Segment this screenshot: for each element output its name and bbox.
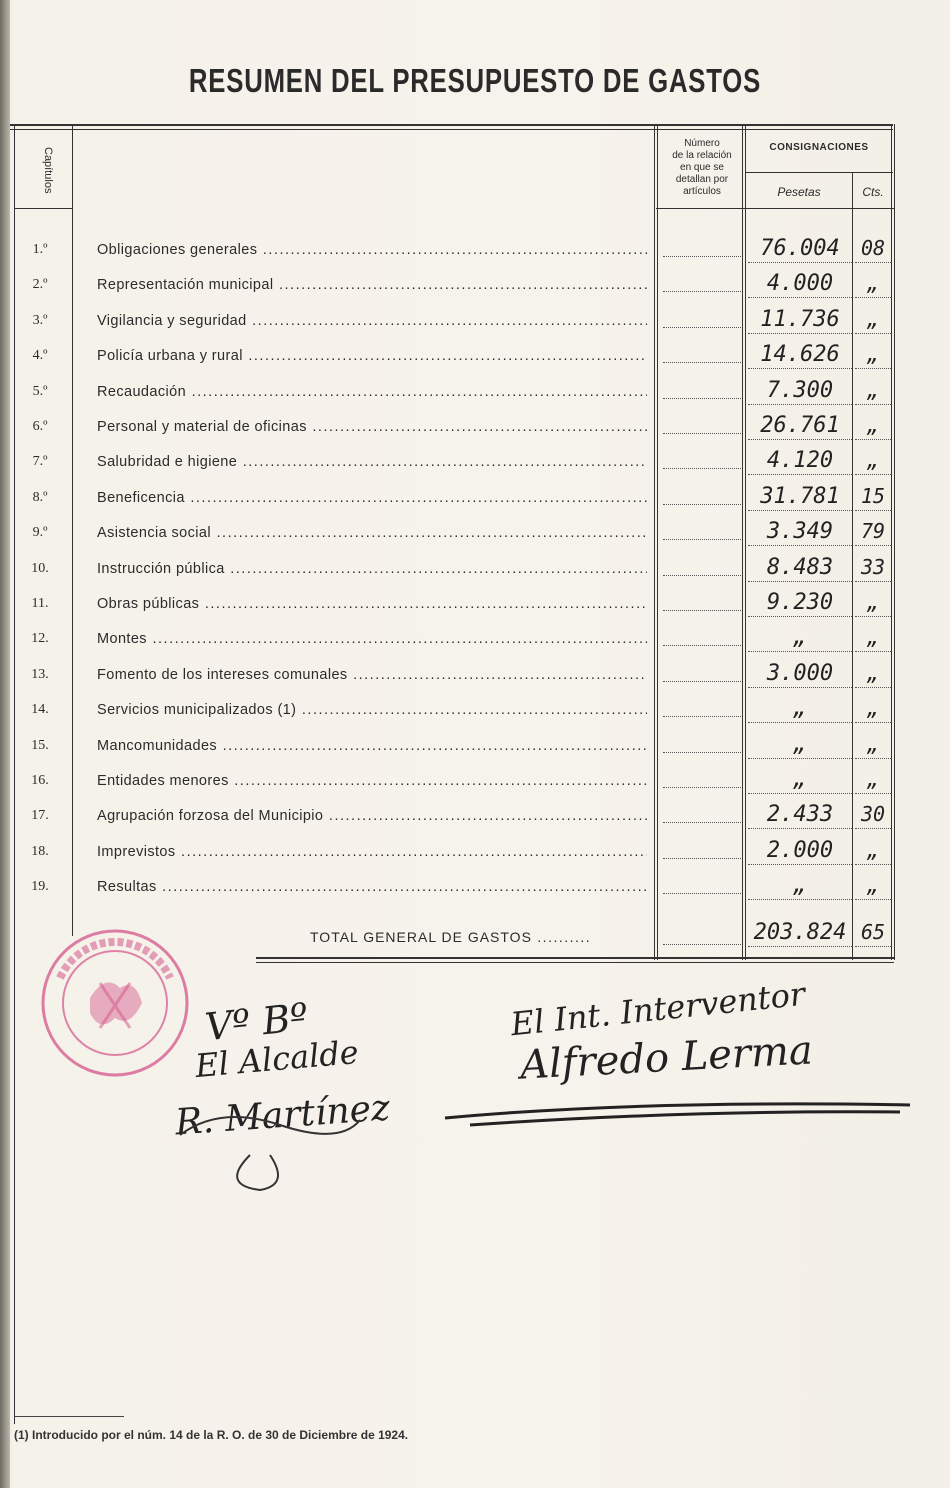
table-row (0, 484, 950, 514)
row-number: 18. (31, 844, 49, 859)
row-cts: „ (855, 625, 891, 652)
row-label: Obras públicas ..... (97, 596, 647, 612)
row-label: Mancomunidades ..... (97, 738, 647, 754)
table-row (0, 661, 950, 691)
cts-header: Cts. (862, 185, 884, 199)
row-pesetas: 76.004 (748, 236, 852, 263)
row-label: Vigilancia y seguridad ..... (97, 313, 647, 329)
row-label: Montes ..... (97, 631, 647, 647)
row-pesetas: 4.120 (748, 448, 852, 475)
row-number: 12. (31, 631, 49, 646)
row-label: Recaudación ..... (97, 384, 647, 400)
row-label: Personal y material de oficinas ..... (97, 419, 647, 435)
interventor-title: El Int. Interventor (508, 974, 807, 1044)
row-label: Agrupación forzosa del Municipio ..... (97, 808, 647, 824)
row-label: Entidades menores ..... (97, 773, 647, 789)
row-cts: „ (855, 732, 891, 759)
total-relacion-dots (663, 944, 741, 945)
row-label: Instrucción pública ..... (97, 561, 647, 577)
consignaciones-divider (745, 172, 893, 173)
row-pesetas: 4.000 (748, 271, 852, 298)
numero-relacion-line: de la relación (672, 150, 732, 161)
row-pesetas: „ (748, 696, 852, 723)
table-row (0, 378, 950, 408)
interventor-signature-underline (440, 1060, 920, 1130)
row-cts: „ (855, 873, 891, 900)
row-cts: „ (855, 767, 891, 794)
pesetas-header: Pesetas (777, 185, 821, 199)
row-pesetas: 2.000 (748, 838, 852, 865)
row-pesetas: „ (748, 625, 852, 652)
row-number: 10. (31, 561, 49, 576)
row-pesetas: „ (748, 767, 852, 794)
row-relacion-dots (663, 681, 741, 682)
row-cts: „ (855, 448, 891, 475)
row-relacion-dots (663, 291, 741, 292)
table-row (0, 519, 950, 549)
row-label: Fomento de los intereses comunales ..... (97, 667, 647, 683)
row-relacion-dots (663, 787, 741, 788)
row-relacion-dots (663, 610, 741, 611)
row-pesetas: 9.230 (748, 590, 852, 617)
page-title: RESUMEN DEL PRESUPUESTO DE GASTOS (188, 62, 762, 99)
row-cts: 33 (855, 555, 891, 582)
row-relacion-dots (663, 858, 741, 859)
total-pesetas: 203.824 (748, 920, 852, 947)
row-cts: „ (855, 307, 891, 334)
table-row (0, 696, 950, 726)
row-pesetas: 14.626 (748, 342, 852, 369)
table-row (0, 590, 950, 620)
row-number: 11. (31, 596, 49, 611)
numero-relacion-line: en que se (680, 162, 724, 173)
table-row (0, 307, 950, 337)
row-label: Obligaciones generales ..... (97, 242, 647, 258)
numero-relacion-header (656, 138, 748, 198)
row-cts: „ (855, 696, 891, 723)
table-top-border-inner (10, 129, 893, 130)
table-row (0, 555, 950, 585)
numero-relacion-line: detallan por (675, 174, 729, 185)
consignaciones-header: CONSIGNACIONES (769, 142, 869, 153)
row-number: 15. (31, 738, 49, 753)
row-pesetas: 26.761 (748, 413, 852, 440)
table-top-border (10, 124, 893, 126)
row-number: 19. (31, 879, 49, 894)
row-pesetas: 3.349 (748, 519, 852, 546)
table-row (0, 236, 950, 266)
table-row (0, 873, 950, 903)
table-row (0, 413, 950, 443)
row-number: 17. (31, 808, 49, 823)
row-relacion-dots (663, 645, 741, 646)
row-number: 5.º (32, 384, 48, 399)
row-relacion-dots (663, 539, 741, 540)
row-label: Resultas ..... (97, 879, 647, 895)
total-label: TOTAL GENERAL DE GASTOS ..... (310, 929, 591, 945)
table-row (0, 271, 950, 301)
row-pesetas: „ (748, 732, 852, 759)
row-label: Asistencia social ..... (97, 525, 647, 541)
table-row (0, 838, 950, 868)
municipal-seal-stamp (30, 918, 200, 1088)
capitulos-header: Capítulos (42, 146, 54, 194)
table-bottom-border (256, 957, 894, 959)
row-cts: 08 (855, 236, 891, 263)
row-cts: „ (855, 413, 891, 440)
row-number: 1.º (32, 242, 48, 257)
row-cts: 30 (855, 802, 891, 829)
row-number: 8.º (32, 490, 48, 505)
table-row (0, 448, 950, 478)
row-cts: „ (855, 661, 891, 688)
row-pesetas: 31.781 (748, 484, 852, 511)
row-relacion-dots (663, 468, 741, 469)
columns-header-divider (656, 208, 894, 209)
row-relacion-dots (663, 398, 741, 399)
table-row (0, 802, 950, 832)
row-number: 4.º (32, 348, 48, 363)
visto-bueno-text: Vº Bº (202, 994, 311, 1050)
row-label: Representación municipal ..... (97, 277, 647, 293)
row-cts: „ (855, 342, 891, 369)
row-label: Salubridad e higiene ..... (97, 454, 647, 470)
row-label: Servicios municipalizados (1) ..... (97, 702, 647, 718)
row-relacion-dots (663, 893, 741, 894)
row-pesetas: 8.483 (748, 555, 852, 582)
footnote-separator (14, 1416, 124, 1417)
table-bottom-border-inner (256, 962, 894, 963)
row-relacion-dots (663, 327, 741, 328)
footnote: (1) Introducido por el núm. 14 de la R. O. de 30 de Diciembre de 1924. (14, 1428, 409, 1442)
row-number: 6.º (32, 419, 48, 434)
interventor-signature: Alfredo Lerma (518, 1027, 814, 1089)
row-number: 3.º (32, 313, 48, 328)
alcalde-signature-flourish (160, 1085, 380, 1195)
numero-relacion-line: Número (684, 138, 720, 149)
row-relacion-dots (663, 716, 741, 717)
row-label: Imprevistos ..... (97, 844, 647, 860)
numero-relacion-line: artículos (683, 186, 721, 197)
table-row (0, 732, 950, 762)
row-number: 9.º (32, 525, 48, 540)
row-cts: „ (855, 271, 891, 298)
row-relacion-dots (663, 256, 741, 257)
row-cts: „ (855, 378, 891, 405)
row-pesetas: 3.000 (748, 661, 852, 688)
row-cts: 15 (855, 484, 891, 511)
row-number: 7.º (32, 454, 48, 469)
row-pesetas: 7.300 (748, 378, 852, 405)
row-number: 14. (31, 702, 49, 717)
total-cts: 65 (855, 920, 891, 947)
alcalde-text: El Alcalde (193, 1032, 361, 1086)
row-number: 13. (31, 667, 49, 682)
row-number: 2.º (32, 277, 48, 292)
table-row (0, 342, 950, 372)
capitulos-header-divider (14, 208, 72, 209)
row-label: Beneficencia ..... (97, 490, 647, 506)
row-relacion-dots (663, 822, 741, 823)
row-relacion-dots (663, 752, 741, 753)
row-cts: „ (855, 838, 891, 865)
table-row (0, 625, 950, 655)
row-relacion-dots (663, 362, 741, 363)
row-label: Policía urbana y rural ..... (97, 348, 647, 364)
row-cts: 79 (855, 519, 891, 546)
row-number: 16. (31, 773, 49, 788)
alcalde-signature: R. Martínez (173, 1087, 392, 1144)
row-cts: „ (855, 590, 891, 617)
row-relacion-dots (663, 433, 741, 434)
row-pesetas: „ (748, 873, 852, 900)
table-row (0, 767, 950, 797)
row-pesetas: 11.736 (748, 307, 852, 334)
row-relacion-dots (663, 504, 741, 505)
row-relacion-dots (663, 575, 741, 576)
row-pesetas: 2.433 (748, 802, 852, 829)
